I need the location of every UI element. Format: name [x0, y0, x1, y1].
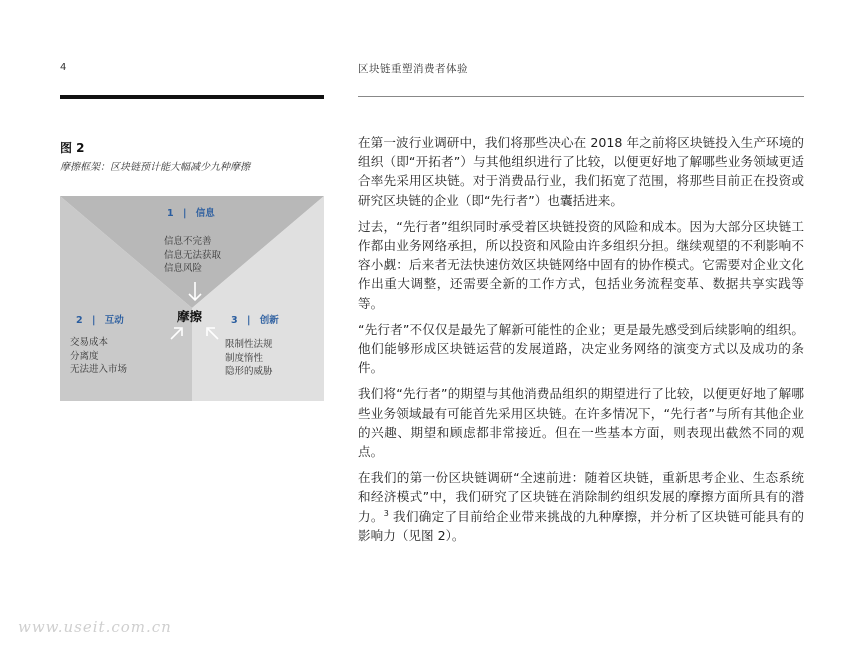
friction-center-label: 摩擦 — [177, 309, 203, 324]
page-number: 4 — [60, 62, 67, 73]
section-2-item: 分离度 — [70, 350, 99, 362]
section-1-separator: | — [182, 208, 187, 219]
watermark: www.useit.com.cn — [18, 618, 172, 636]
section-2-item: 交易成本 — [70, 337, 109, 348]
section-2-items — [70, 336, 127, 377]
section-1-title: 信息 — [195, 208, 215, 219]
section-3-item: 限制性法规 — [225, 339, 273, 350]
friction-diagram — [60, 196, 324, 401]
section-2-heading — [76, 312, 124, 326]
running-title: 区块链重塑消费者体验 — [358, 63, 468, 75]
left-divider — [60, 95, 324, 99]
section-3-title: 创新 — [259, 315, 279, 326]
body-paragraph-5-tail: 我们确定了目前给企业带来挑战的九种摩擦，并分析了区块链可能具有的影响力（见图 2）。 — [358, 508, 804, 543]
body-paragraph-5 — [358, 468, 804, 545]
section-1-heading — [167, 205, 215, 219]
section-2-item: 无法进入市场 — [70, 364, 128, 375]
footnote-ref-3[interactable]: 3 — [383, 508, 389, 518]
body-paragraph-4: 我们将“先行者”的期望与其他消费品组织的期望进行了比较，以便更好地了解哪些业务领域最有可能首先采用区块链。在许多情况下，“先行者”与所有其他企业的兴趣、期望和顾虑都非常接近。但在一些基本方面，则表现出截然不同的观点。 — [358, 386, 804, 460]
body-paragraph-1: 在第一波行业调研中，我们将那些决心在 2018 年之前将区块链投入生产环境的组织（即“开拓者”）与其他组织进行了比较，以便更好地了解哪些业务领域更适合率先采用区块链。对于消费品行业，我们拓宽了范围，将那些目前正在投资或研究区块链的企业（即“先行者”）也囊括进来。 — [358, 135, 804, 208]
section-1-items — [164, 235, 221, 276]
body-paragraph-5-text: 在我们的第一份区块链调研“全速前进：随着区块链，重新思考企业、生态系统和经济模式”中，我们研究了区块链在消除制约组织发展的摩擦方面所具有的潜力。 — [358, 470, 804, 524]
body-paragraph-3: “先行者”不仅仅是最先了解新可能性的企业；更是最先感受到后续影响的组织。他们能够形成区块链运营的发展道路，决定业务网络的演变方式以及成功的条件。 — [358, 321, 804, 376]
body-paragraph-2: 过去，“先行者”组织同时承受着区块链投资的风险和成本。因为大部分区块链工作都由业务网络承担，所以投资和风险由许多组织分担。继续观望的不利影响不容小觑：后来者无法快速仿效区块链网络中固有的协作模式。它需要对企业文化作出重大调整，还需要全新的工作方式，包括业务流程变革、数据共享实践等等。 — [358, 218, 804, 311]
section-3-item: 制度惰性 — [225, 352, 264, 364]
right-divider — [358, 96, 804, 97]
section-1-item: 信息风险 — [164, 263, 203, 274]
section-3-item: 隐形的威胁 — [225, 366, 273, 377]
figure-label: 图 2 — [60, 141, 85, 155]
section-3-number: 3 — [231, 315, 238, 326]
section-2-title: 互动 — [104, 315, 124, 326]
section-2-number: 2 — [76, 315, 83, 326]
section-1-item: 信息无法获取 — [164, 249, 222, 261]
section-1-item: 信息不完善 — [164, 236, 212, 247]
section-3-heading — [231, 312, 279, 326]
figure-caption: 摩擦框架：区块链预计能大幅减少九种摩擦 — [60, 162, 250, 173]
section-3-items — [225, 338, 273, 379]
body-text — [358, 133, 804, 552]
section-3-separator: | — [246, 315, 251, 326]
section-1-number: 1 — [167, 208, 174, 219]
section-2-separator: | — [91, 315, 96, 326]
